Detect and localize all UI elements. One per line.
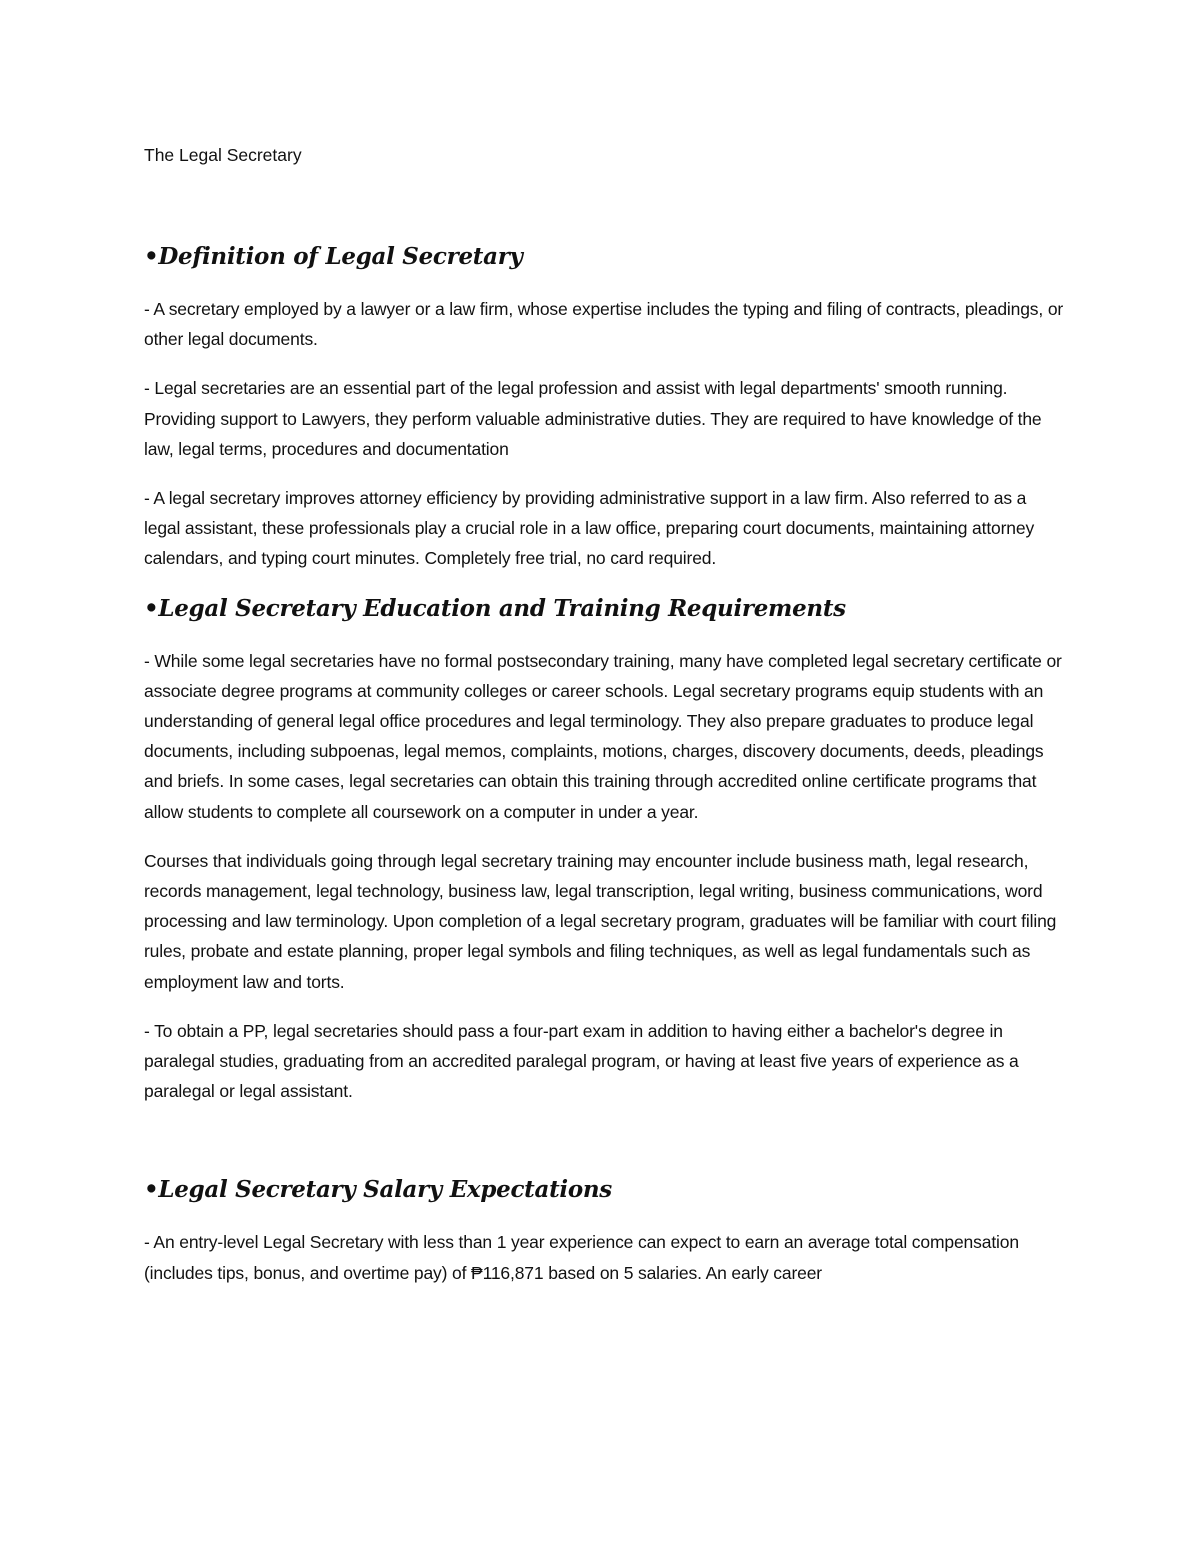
paragraph: - To obtain a PP, legal secretaries should pass a four-part exam in addition to having either a bachelor's degree in paralegal studies, graduating from an accredited paralegal program, or having at least five years of experience as a paralegal or legal assistant. (144, 1020, 1019, 1102)
paragraph: - A secretary employed by a lawyer or a law firm, whose expertise includes the typing and filing of contracts, pleadings, or other legal documents. (144, 299, 1064, 350)
section-heading-salary: •Legal Secretary Salary Expectations (144, 1176, 612, 1204)
document-title: The Legal Secretary (144, 145, 302, 165)
paragraph: Courses that individuals going through legal secretary training may encounter include business math, legal research, records management, legal technology, business law, legal transcription, legal writing, business communications, word processing and law terminology. Upon completion of a legal secretary program, graduates will be familiar with court filing rules, probate and estate planning, proper legal symbols and filing techniques, as well as legal fundamentals such as employment law and torts. (144, 850, 1057, 992)
paragraph: - An entry-level Legal Secretary with less than 1 year experience can expect to earn an average total compensation (includes tips, bonus, and overtime pay) of ₱116,871 based on 5 salaries. An early career (144, 1232, 1019, 1283)
document-body (144, 140, 1064, 1288)
section-heading-education: •Legal Secretary Education and Training Requirements (144, 594, 846, 622)
section-heading-definition: •Definition of Legal Secretary (144, 243, 523, 270)
paragraph: - While some legal secretaries have no formal postsecondary training, many have completed legal secretary certificate or associate degree programs at community colleges or career schools. Legal secretary programs equip students with an understanding of general legal office procedures and legal terminology. They also prepare graduates to produce legal documents, including subpoenas, legal memos, complaints, motions, charges, discovery documents, deeds, pleadings and briefs. In some cases, legal secretaries can obtain this training through accredited online certificate programs that allow students to complete all coursework on a computer in under a year. (144, 650, 1062, 822)
paragraph: - Legal secretaries are an essential part of the legal profession and assist with legal departments' smooth running. Providing support to Lawyers, they perform valuable administrative duties. They are required to have knowledge of the law, legal terms, procedures and documentation (144, 378, 1042, 459)
paragraph: - A legal secretary improves attorney efficiency by providing administrative support in a law firm. Also referred to as a legal assistant, these professionals play a crucial role in a law office, preparing court documents, maintaining attorney calendars, and typing court minutes. Completely free trial, no card required. (144, 488, 1035, 569)
